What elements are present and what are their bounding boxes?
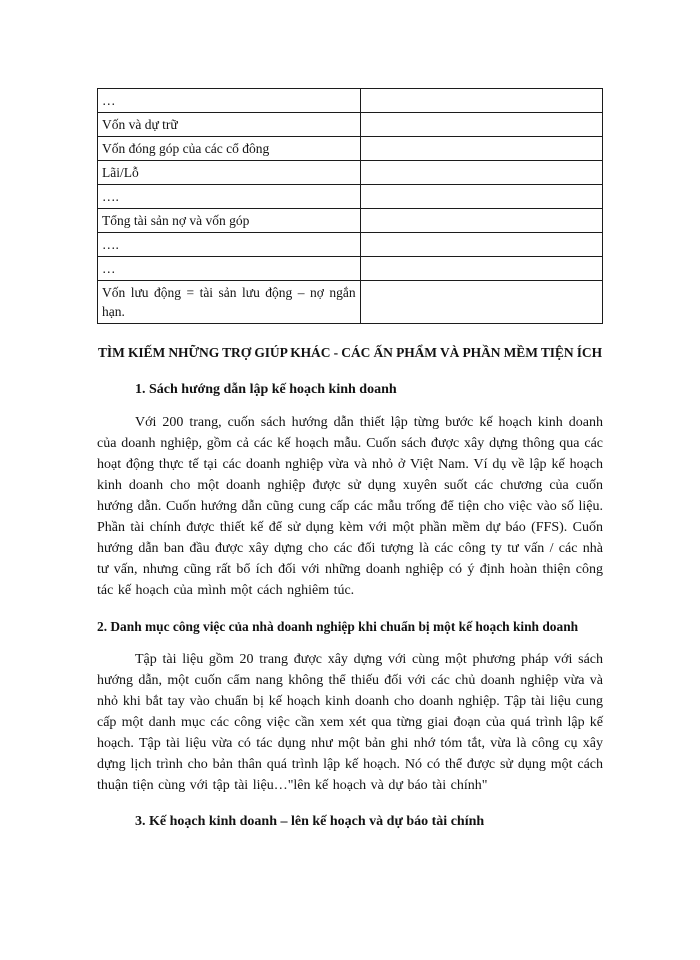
table-row: [98, 185, 603, 209]
table-cell-label: Vốn lưu động = tài sản lưu động – nợ ngắn hạn.: [98, 281, 361, 324]
table-cell-label: Lãi/Lỗ: [98, 161, 361, 185]
table-cell-label: …: [98, 257, 361, 281]
table-cell-label: Tổng tài sản nợ và vốn góp: [98, 209, 361, 233]
table-cell-value: [360, 281, 602, 324]
table-cell-label: …: [98, 89, 361, 113]
table-cell-value: [360, 113, 602, 137]
heading-business-plan: 3. Kế hoạch kinh doanh – lên kế hoạch và dự báo tài chính: [135, 814, 485, 829]
table-row: [98, 257, 603, 281]
table-row: [98, 137, 603, 161]
heading-guide-book: 1. Sách hướng dẫn lập kế hoạch kinh doanh: [135, 382, 397, 397]
table-cell-value: [360, 209, 602, 233]
paragraph-guide-book: Với 200 trang, cuốn sách hướng dẫn thiết lập từng bước kế hoạch kinh doanh của doanh nghiệp, gồm cả các kế hoạch mẫu. Cuốn sách được xây dựng thông qua các hoạt động thực tế tại các doanh nghiệp vừa và nhỏ ở Việt Nam. Ví dụ về lập kế hoạch kinh doanh cho một doanh nghiệp được sử dụng xuyên suốt các chương của cuốn hướng dẫn. Cuốn hướng dẫn cũng cung cấp các mẫu trống để tiện cho việc vào số liệu. Phần tài chính được thiết kế để sử dụng kèm với một phần mềm dự báo (FFS). Cuốn hướng dẫn ban đầu được xây dựng cho các đối tượng là các công ty tư vấn / các nhà tư vấn, nhưng cũng rất bổ ích đối với những doanh nghiệp có ý định hoàn thiện công tác kế hoạch của mình một cách nghiêm túc.: [97, 415, 603, 598]
document-content: [97, 88, 603, 831]
table-cell-value: [360, 233, 602, 257]
table-cell-value: [360, 185, 602, 209]
table-cell-label: Vốn đóng góp của các cổ đông: [98, 137, 361, 161]
table-row: [98, 281, 603, 324]
table-cell-label: Vốn và dự trữ: [98, 113, 361, 137]
table-row: [98, 233, 603, 257]
table-row: [98, 89, 603, 113]
table-row: [98, 161, 603, 185]
table-cell-value: [360, 257, 602, 281]
table-cell-value: [360, 89, 602, 113]
table-cell-value: [360, 161, 602, 185]
section-main-title: TÌM KIẾM NHỮNG TRỢ GIÚP KHÁC - CÁC ẤN PHẨM VÀ PHẦN MỀM TIỆN ÍCH: [98, 345, 602, 360]
table-cell-label: ….: [98, 233, 361, 257]
balance-sheet-table: [97, 88, 603, 324]
table-cell-value: [360, 137, 602, 161]
heading-checklist: 2. Danh mục công việc của nhà doanh nghiệp khi chuẩn bị một kế hoạch kinh doanh: [97, 619, 579, 634]
paragraph-checklist: Tập tài liệu gồm 20 trang được xây dựng với cùng một phương pháp với sách hướng dẫn, một cuốn cẩm nang không thể thiếu đối với các chủ doanh nghiệp vừa và nhỏ khi bắt tay vào chuẩn bị kế hoạch kinh doanh cho doanh nghiệp. Tập tài liệu cung cấp một danh mục các công việc cần xem xét qua từng giai đoạn của quá trình lập kế hoạch. Tập tài liệu vừa có tác dụng như một bản ghi nhớ tóm tắt, vừa là công cụ xây dựng lịch trình cho bản thân quá trình lập kế hoạch. Nó có thể được sử dụng một cách thuận tiện cùng với tập tài liệu…"lên kế hoạch và dự báo tài chính": [97, 652, 603, 793]
table-row: [98, 209, 603, 233]
table-row: [98, 113, 603, 137]
table-cell-label: ….: [98, 185, 361, 209]
